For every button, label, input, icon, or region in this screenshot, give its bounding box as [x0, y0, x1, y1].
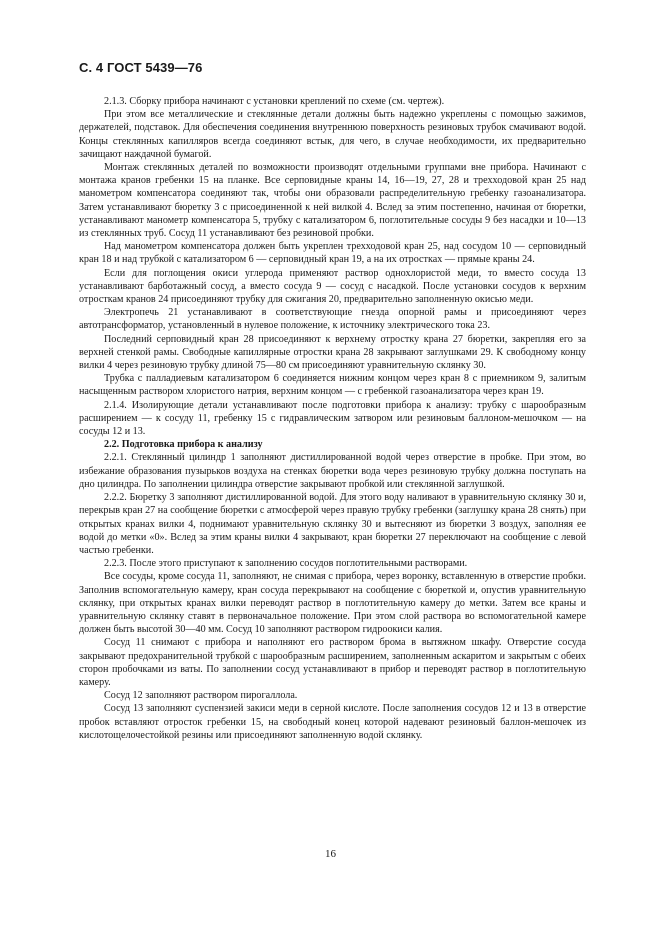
section-heading: 2.2. Подготовка прибора к анализу	[104, 439, 263, 451]
paragraph: При этом все металлические и стеклянные детали должны быть надежно укреплены с помощью зажимов, держателей, подставок. Для обеспечения соединения внутреннюю поверхность резиновых трубок смачивают водой. Концы стеклянных капилляров всегда соединяют встык, для чего, в случае необходимости, их предварительно зачищают наждачной бумагой.	[79, 109, 586, 160]
paragraph: Сосуд 11 снимают с прибора и наполняют его раствором брома в вытяжном шкафу. Отверстие сосуда закрывают предохранительной трубкой с шарообразным расширением, заполненным аскаритом и закрытым с обеих сторон пробочками из ваты. По заполнении сосуд устанавливают в прибор и переводят раствор в поглотительную камеру.	[79, 637, 586, 688]
paragraph: 2.2.3. После этого приступают к заполнению сосудов поглотительными растворами.	[104, 558, 468, 570]
paragraph: Электропечь 21 устанавливают в соответствующие гнезда опорной рамы и присоединяют через автотрансформатор, установленный в нулевое положение, к источнику электрического тока 23.	[79, 307, 586, 332]
paragraph: 2.1.4. Изолирующие детали устанавливают после подготовки прибора к анализу: трубку с шарообразным расширением — к сосуду 11, гребенку 15 с гидравлическим затвором или резиновым баллоном-мешочком — на сосуды 12 и 13.	[79, 399, 586, 438]
paragraph: 2.2.2. Бюретку 3 заполняют дистиллированной водой. Для этого воду наливают в уравнительную склянку 30 и, перекрыв кран 27 на сообщение бюретки с атмосферой через правую трубку гребенки (заглушку крана 28 снять) при открытых кранах вилки 4, поднимают уравнительную склянку 30 и вытесняют из бюретки 3 воздух, заполняя ее водой до метки «0». Вслед за этим краны вилки 4 закрывают, кран бюретки 27 переключают на сообщение с левой частью гребенки.	[79, 492, 586, 556]
paragraph: Над манометром компенсатора должен быть укреплен трехходовой кран 25, над сосудом 10 — серповидный кран 18 и над трубкой с катализатором 6 — серповидный кран 19, а на их отростках — прямые краны 24.	[79, 241, 586, 266]
document-body	[79, 95, 586, 742]
paragraph: 2.1.3. Сборку прибора начинают с установки креплений по схеме (см. чертеж).	[104, 96, 445, 107]
page-header: С. 4 ГОСТ 5439—76	[79, 60, 203, 75]
paragraph: Монтаж стеклянных деталей по возможности производят отдельными группами вне прибора. Начинают с монтажа кранов гребенки 15 на планке. Все серповидные краны 14, 16—19, 27, 28 и трехходовой кран 25 над манометром компенсатора соединяют так, чтобы они образовали распределительную гребенку газоанализатора. Затем устанавливают бюретку 3 с присоединенной к ней вилкой 4. Вслед за этим постепенно, начиная от бюретки, устанавливают манометр компенсатора 5, трубку с катализатором 6, поглотительные сосуды 9 без насадки и 10—13 из стеклянных труб. Сосуд 11 устанавливают без резиновой пробки.	[79, 162, 586, 240]
paragraph: Сосуд 12 заполняют раствором пирогаллола.	[104, 690, 298, 702]
paragraph: Все сосуды, кроме сосуда 11, заполняют, не снимая с прибора, через воронку, вставленную в отверстие пробки. Заполнив вспомогательную камеру, кран сосуда перекрывают на сообщение с бюреткой и, опустив уравнительную склянку, при открытых кранах вилки переводят раствор в поглотительную камеру до метки. Затем все краны и уравнительную склянку ставят в первоначальное положение. При этом слой раствора во вспомогательной камере должен быть высотой 30—40 мм. Сосуд 10 заполняют раствором гидроокиси калия.	[79, 571, 586, 636]
paragraph: Сосуд 13 заполняют суспензией закиси меди в серной кислоте. После заполнения сосудов 12 и 13 в отверстие пробок вставляют отросток гребенки 15, на свободный конец которой надевают резиновый баллон-мешочек из кислотощелочестойкой резины или присоединяют заполненную водой склянку.	[79, 703, 586, 741]
paragraph: Если для поглощения окиси углерода применяют раствор однохлористой меди, то вместо сосуда 13 устанавливают барботажный сосуд, а вместо сосуда 9 — сосуд с насадкой. После установки сосудов к верхним отросткам кранов 24 присоединяют трубку для сжигания 20, предварительно заполненную окисью меди.	[79, 267, 586, 306]
paragraph: 2.2.1. Стеклянный цилиндр 1 заполняют дистиллированной водой через отверстие в пробке. При этом, во избежание образования пузырьков воздуха на стенках бюретки вода через резиновую трубку должна поступать на дно цилиндра. По заполнении цилиндра отверстие закрывают пробкой или стеклянной заглушкой.	[79, 452, 586, 490]
paragraph: Последний серповидный кран 28 присоединяют к верхнему отростку крана 27 бюретки, закрепляя его за верхней стенкой рамы. Свободные капиллярные отростки крана 28 закрывают заглушками 29. К свободному концу вилки 4 через резиновую трубку длиной 75—80 см присоединяют уравнительную склянку 30.	[79, 333, 586, 372]
page-number: 16	[325, 848, 336, 860]
paragraph: Трубка с палладиевым катализатором 6 соединяется нижним концом через кран 8 с приемником 9, залитым насыщенным раствором хлористого натрия, верхним концом — с гребенкой газоанализатора через кран 19.	[79, 373, 586, 398]
